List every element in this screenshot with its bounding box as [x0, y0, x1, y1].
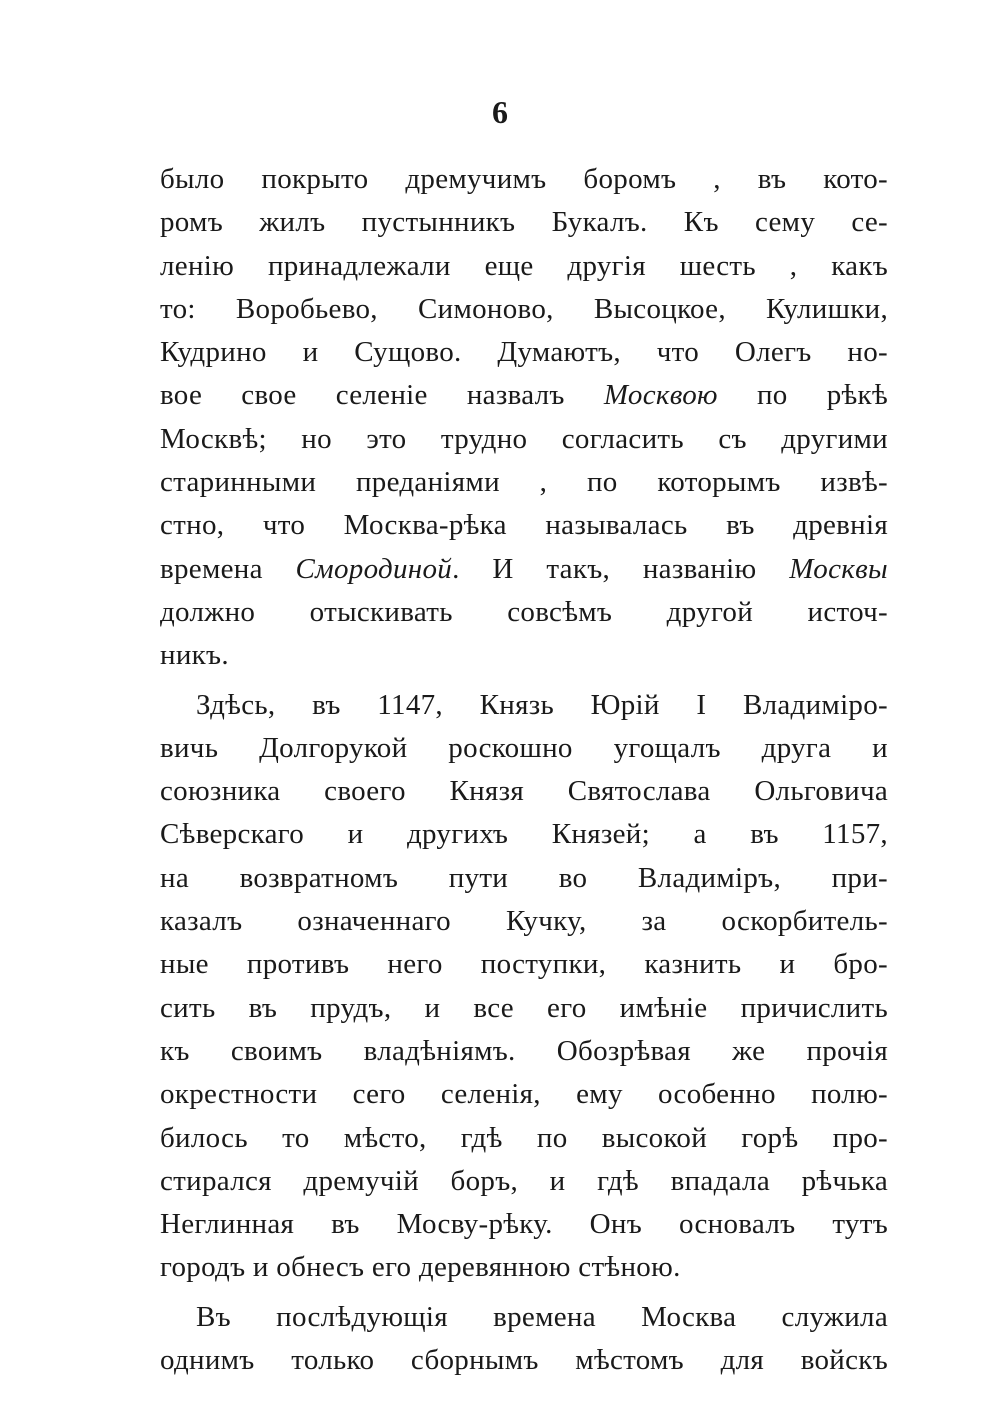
- text-line: времена Смородиной. И такъ, названію Москвы: [160, 552, 888, 585]
- text-line: Неглинная въ Мосву-рѣку. Онъ основалъ тутъ: [160, 1208, 888, 1241]
- text-line: сить въ прудъ, и все его имѣніе причислить: [160, 991, 888, 1024]
- text-line: Здѣсь, въ 1147, Князь Юрій I Владиміро-: [196, 688, 888, 721]
- text-line: союзника своего Князя Святослава Ольговича: [160, 775, 888, 808]
- text-line: стно, что Москва-рѣка называлась въ древнія: [160, 509, 888, 542]
- page-number: 6: [492, 94, 508, 130]
- text-line: казалъ означеннаго Кучку, за оскорбитель-: [160, 905, 888, 938]
- text-line: старинными преданіями , по которымъ извѣ-: [160, 466, 888, 499]
- italic-text: Смородиной: [295, 552, 453, 585]
- text-line: къ своимъ владѣніямъ. Обозрѣвая же прочія: [160, 1034, 888, 1067]
- paragraph-3: [160, 1296, 888, 1383]
- text-line: ромъ жилъ пустынникъ Букалъ. Къ сему се-: [160, 206, 888, 239]
- text-line: должно отыскивать совсѣмъ другой источ-: [160, 595, 888, 628]
- text-line: на возвратномъ пути во Владиміръ, при-: [160, 861, 888, 894]
- text-line: Сѣверскаго и другихъ Князей; а въ 1157,: [160, 818, 888, 851]
- paragraph-2: [160, 684, 888, 1290]
- text-line: то: Воробьево, Симоново, Высоцкое, Кулишки,: [160, 292, 888, 325]
- text-line: однимъ только сборнымъ мѣстомъ для войскъ: [160, 1344, 888, 1377]
- text-line: никъ.: [160, 639, 229, 672]
- text-line: вое свое селеніе назвалъ Москвою по рѣкѣ: [160, 379, 888, 412]
- text-line: вичь Долгорукой роскошно угощалъ друга и: [160, 731, 888, 764]
- paragraph-1: [160, 158, 888, 678]
- text-line: стирался дремучій боръ, и гдѣ впадала рѣчька: [160, 1164, 888, 1197]
- text-line: ные противъ него поступки, казнить и бро-: [160, 948, 888, 981]
- italic-text: Москвою: [603, 379, 718, 412]
- italic-text: Москвы: [789, 552, 888, 585]
- text-line: Кудрино и Сущово. Думаютъ, что Олегъ но-: [160, 336, 888, 369]
- text-line: билось то мѣсто, гдѣ по высокой горѣ про-: [160, 1121, 888, 1154]
- text-body: [160, 158, 888, 1382]
- text-line: городъ и обнесъ его деревянною стѣною.: [160, 1251, 681, 1284]
- text-line: окрестности сего селенія, ему особенно полю-: [160, 1078, 888, 1111]
- text-line: Москвѣ; но это трудно согласить съ другими: [160, 422, 888, 455]
- text-line: ленію принадлежали еще другія шесть , какъ: [160, 249, 888, 282]
- text-line: было покрыто дремучимъ боромъ , въ кото-: [160, 163, 888, 195]
- text-line: Въ послѣдующія времена Москва служила: [196, 1300, 888, 1333]
